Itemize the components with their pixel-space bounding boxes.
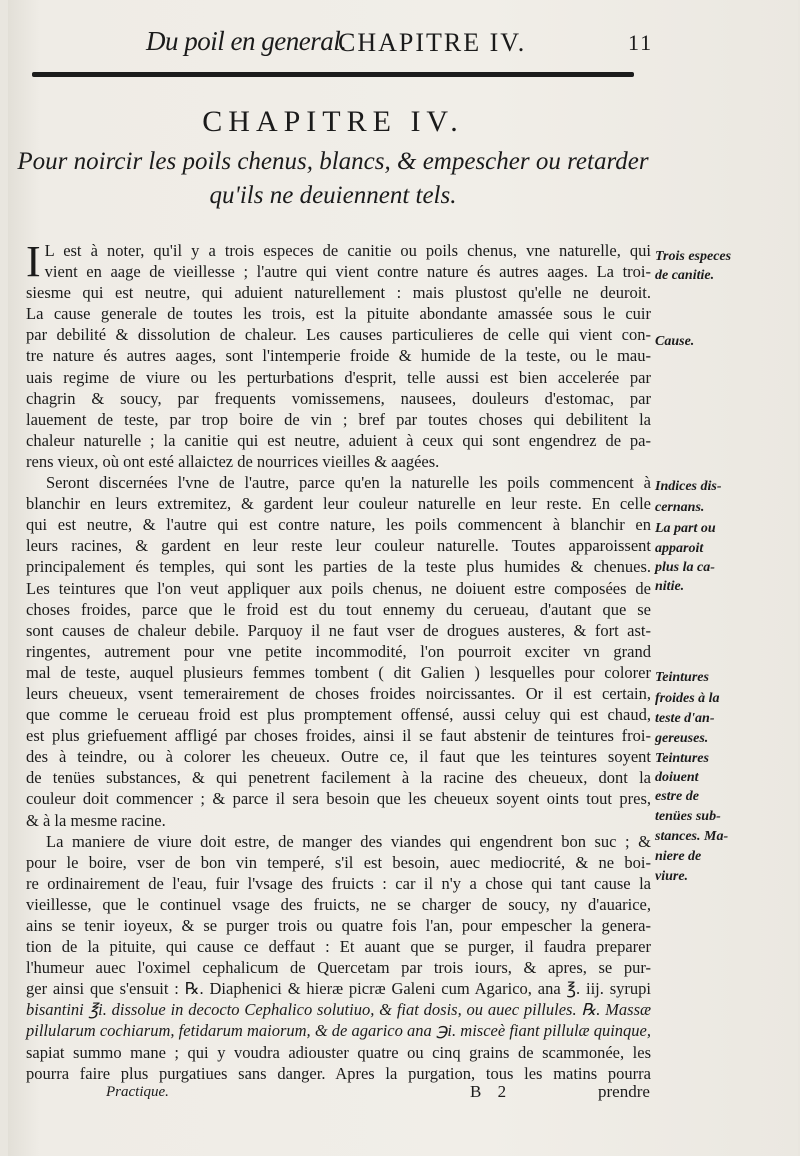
chapter-subtitle-line1: Pour noircir les poils chenus, blancs, & empescher ou retarder (17, 148, 649, 175)
text-line: mal de teste, auquel plusieurs femmes tombent ( dit Galien ) lesquelles pour colorer (26, 662, 651, 682)
margin-note: nitie. (655, 579, 685, 594)
margin-note: Indices dis- (655, 479, 722, 494)
text-line: ringentes, autrement pour vne petite incommodité, l'on pourroit exciter vn grand (26, 641, 651, 661)
page-footer (8, 1082, 798, 1106)
text-line: par debilité & dissolution de chaleur. Les causes particulieres de celle qui vient con- (26, 325, 651, 345)
text-line: chaleur naturelle ; la canitie qui est neutre, aduient à ceux qui sont engendrez de pa- (26, 430, 651, 450)
margin-note: viure. (655, 869, 689, 884)
text-line: lauement de teste, par trop boire de vin ; bref par toutes choses qui debilitent la (26, 409, 651, 429)
text-line: La maniere de viure doit estre, de manger des viandes qui engendrent bon suc ; & (46, 831, 651, 851)
chapter-heading: CHAPITRE IV. (202, 105, 464, 138)
page-number: 11 (628, 30, 654, 55)
margin-note: froides à la (655, 691, 720, 706)
running-head-chapter: CHAPITRE IV. (338, 28, 527, 57)
text-line: l'humeur auec l'oximel cephalicum de Quercetam par trois iours, & apres, se pur- (26, 958, 651, 978)
margin-note: niere de (655, 849, 702, 864)
text-line: ger ainsi que s'ensuit : ℞. Diaphenici & hieræ picræ Galeni cum Agarico, ana ℥. iij. syrupi (26, 979, 651, 999)
text-line: tion de la pituite, qui cause ce deffaut : Et auant que se purger, il faudra preparer (26, 937, 651, 957)
text-line: qui est neutre, & l'autre qui est contre nature, les poils commencent à blanchir en (26, 515, 651, 535)
chapter-subtitle (8, 145, 658, 213)
margin-note: estre de (655, 789, 699, 804)
margin-note: stances. Ma- (655, 829, 729, 844)
text-line: pour le boire, vser de bon vin temperé, s'il est besoin, auec mediocrité, & ne boi- (26, 852, 651, 872)
text-line: que comme le cerueau froid est plus promptement offensé, aussi celuy qui est chaud, (26, 705, 651, 725)
footer-left-catch: Practique. (106, 1084, 169, 1100)
margin-note: cernans. (655, 500, 705, 515)
text-line: L est à noter, qu'il y a trois especes de canitie ou poils chenus, vne naturelle, qui (44, 241, 651, 260)
text-line: leurs racines, & gardent en leur reste leur couleur naturelle. Toutes apparoissent (26, 536, 651, 556)
margin-note: Teintures (655, 751, 709, 766)
header-rule (32, 72, 634, 77)
catchword: prendre (598, 1082, 650, 1101)
margin-note: plus la ca- (655, 560, 715, 575)
body-text (26, 237, 651, 1084)
book-page (8, 0, 798, 1156)
running-head-title: Du poil en general. (146, 26, 347, 56)
running-head (8, 22, 798, 62)
margin-note: teste d'an- (655, 711, 715, 726)
text-line: & à la mesme racine. (26, 810, 166, 830)
signature-mark: B 2 (470, 1082, 513, 1101)
text-line: Les teintures que l'on veut appliquer aux poils chenus, ne doiuent estre composées de (26, 578, 651, 598)
text-line: chagrin & soucy, par frequents vomissemens, nausees, douleurs d'estomac, par (26, 388, 651, 408)
text-line: ains se tenir ioyeux, & se purger trois ou quatre fois l'an, pour empescher la genera- (26, 916, 651, 935)
chapter-subtitle-line2: qu'ils ne deuiennent tels. (209, 182, 457, 209)
text-line: leurs cheueux, vsent temerairement de choses froides noircissantes. Or il est certain, (26, 683, 651, 703)
text-line: La cause generale de toutes les trois, est la pituite abondante amassée sous le cuir (26, 304, 651, 324)
text-line: principalement és temples, qui sont les parties de la teste plus humides & chenues. (26, 557, 651, 577)
text-line: vient en aage de vieillesse ; l'autre qui vient contre nature és autres aages. La troi- (44, 262, 651, 282)
margin-note: apparoit (655, 541, 704, 556)
margin-note: Cause. (655, 334, 695, 349)
text-line: sont causes de chaleur debile. Parquoy il ne faut vser de drogues austeres, & fort ast- (26, 620, 651, 640)
text-line: est plus griefuement affligé par choses froides, ainsi il se faut abstenir de teintures froi- (26, 726, 651, 746)
text-line: couleur doit commencer ; & parce il sera besoin que les cheueux soyent oints tout pres, (26, 789, 651, 809)
margin-note: Teintures (655, 670, 709, 685)
text-line: bisantini ℥i. dissolue in decocto Cephalico solutiuo, & fiat dosis, ou auec pillules. ℞. Massæ (26, 1000, 651, 1020)
margin-note: de canitie. (655, 268, 715, 283)
text-line: vieillesse, que le continuel vsage des fruicts, ne se charger de soucy, ny d'auarice, (26, 894, 651, 914)
margin-note: gereuses. (655, 731, 709, 746)
margin-note: tenües sub- (655, 809, 721, 824)
text-line: de tenües substances, & qui penetrent facilement à la racine des cheueux, dont la (26, 768, 651, 788)
margin-note: La part ou (655, 521, 716, 536)
text-line: pillularum cochiarum, fetidarum maiorum, & de agarico ana ℈i. misceè fiant pillulæ quinque, (26, 1021, 651, 1041)
text-line: pourra faire plus purgatiues sans danger. Apres la purgation, tous les matins pourra (26, 1063, 651, 1083)
drop-cap: I (26, 237, 41, 286)
text-line: re ordinairement de l'eau, fuir l'vsage des fruicts : car il n'y a chose qui tant cause la (26, 873, 651, 893)
text-line: Seront discernées l'vne de l'autre, parce qu'en la naturelle les poils commencent à (46, 473, 651, 493)
text-line: des à teindre, ou à colorer les cheueux. Outre ce, il faut que les teintures soyent (26, 747, 651, 767)
text-line: blanchir en leurs extremitez, & gardent leur couleur naturelle en leur reste. En celle (26, 494, 651, 514)
text-line: uais regime de viure ou les perturbations d'esprit, telle aussi est bien accelerée par (26, 367, 651, 387)
margin-note: doiuent (655, 770, 699, 785)
margin-note: Trois especes (655, 249, 732, 264)
text-line: sapiat summo mane ; qui y voudra adiouster quatre ou cinq grains de scammonée, les (26, 1042, 651, 1062)
text-line: tre nature és autres aages, sont l'intemperie froide & humide de la teste, ou le mau- (26, 346, 651, 366)
text-line: rens vieux, où ont esté allaictez de nourrices vieilles & aagées. (26, 451, 440, 471)
text-line: choses froides, parce que le froid est du tout ennemy du cerueau, d'autant que se (26, 599, 651, 619)
text-line: siesme qui est neutre, qui aduient naturellement : mais plustost qu'elle ne deuroit. (26, 283, 651, 303)
